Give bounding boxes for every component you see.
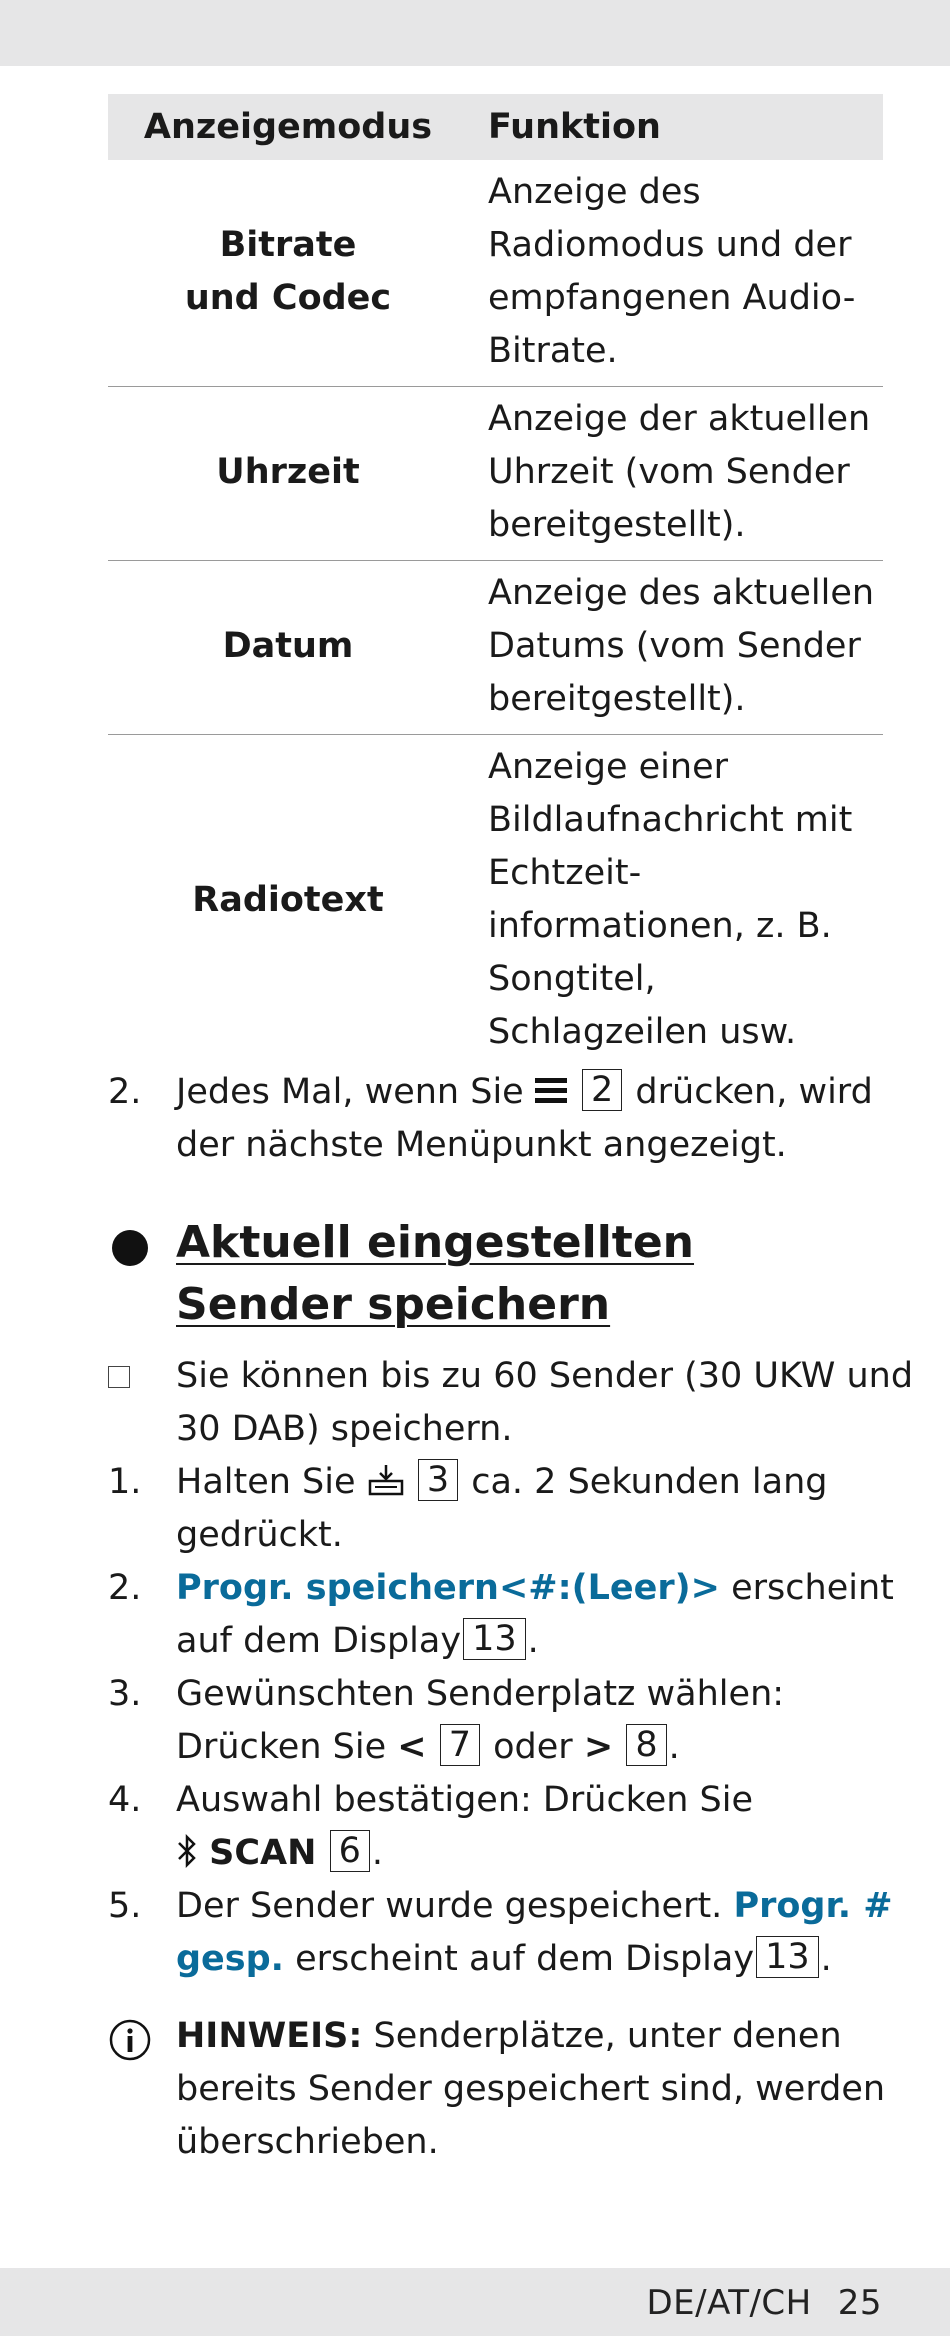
mode-cell: [108, 387, 468, 561]
reference-number: 2: [582, 1069, 622, 1111]
step-text: [176, 1774, 936, 1880]
list-item: [108, 1066, 884, 1176]
function-cell: Anzeige des Radiomodus und der empfangenen Audio-Bitrate.: [468, 160, 883, 387]
step-text-part: ca. 2 Sekunden lang gedrückt.: [176, 1462, 828, 1555]
list-item: [108, 1880, 893, 1990]
step-text-part: .: [371, 1833, 383, 1873]
list-item: [108, 1456, 884, 1562]
step-number: 4.: [108, 1780, 142, 1820]
mode-label: Radiotext: [192, 879, 384, 920]
bullet-icon: [112, 1230, 148, 1266]
reference-number: 3: [418, 1459, 458, 1501]
step-number: 1.: [108, 1462, 142, 1502]
mode-label: Uhrzeit: [216, 452, 360, 492]
bluetooth-icon: [176, 1833, 198, 1869]
function-cell: Anzeige des aktuellen Datums (vom Sender bereitgestellt).: [468, 561, 883, 735]
step-text-part: .: [820, 1939, 832, 1979]
step-text: [176, 1562, 936, 1668]
list-item: [108, 1774, 884, 1880]
step-text: [176, 1668, 936, 1774]
step-text-part: drücken, wird der nächste Menüpunkt angezeigt.: [176, 1072, 873, 1165]
step-text-part: Halten Sie: [176, 1462, 356, 1502]
table-header: [108, 94, 883, 160]
step-number: 3.: [108, 1674, 142, 1714]
list-item: [108, 1668, 884, 1774]
hint-label: HINWEIS:: [176, 2016, 363, 2056]
mode-cell: [108, 735, 468, 1068]
left-arrow-icon: <: [397, 1727, 427, 1767]
step-text: [176, 1880, 936, 1986]
step-text-part: erscheint auf dem Display: [295, 1939, 755, 1979]
display-mode-table: [108, 94, 883, 1067]
header-mode: Anzeigemodus: [108, 94, 468, 160]
menu-icon: [535, 1076, 569, 1106]
step-text-part: oder: [493, 1727, 573, 1767]
display-message: Progr. # gesp.: [176, 1886, 893, 1979]
step-text-part: Der Sender wurde gespeichert.: [176, 1886, 723, 1926]
mode-label: Datum: [222, 626, 354, 666]
hint-body: Senderplätze, unter denen bereits Sender gespeichert sind, werden überschrieben.: [176, 2016, 886, 2162]
step-number: 2.: [108, 1072, 142, 1112]
section-title: Aktuell eingestellten Sender speichern: [176, 1217, 695, 1330]
table-row: [108, 160, 883, 387]
top-band: [0, 0, 950, 66]
page-number: 25: [837, 2283, 882, 2323]
reference-number: 8: [626, 1724, 666, 1766]
note-text: Sie können bis zu 60 Sender (30 UKW und 30 DAB) speichern.: [176, 1356, 914, 1449]
step-text-part: .: [668, 1727, 680, 1767]
reference-number: 13: [756, 1936, 819, 1978]
table-row: [108, 561, 883, 735]
table-row: [108, 735, 883, 1068]
region-label: DE/AT/CH: [646, 2283, 812, 2323]
table-row: [108, 387, 883, 561]
step-text: [176, 1066, 936, 1172]
list-item: [108, 1562, 894, 1668]
hint-text: [176, 2010, 936, 2169]
header-function: Funktion: [468, 94, 883, 160]
info-icon: [108, 2018, 168, 2078]
mode-cell: [108, 561, 468, 735]
step-text-part: Gewünschten Senderplatz wählen: Drücken Sie: [176, 1674, 785, 1767]
right-arrow-icon: >: [583, 1727, 614, 1767]
checkbox-bullet-icon: [108, 1350, 168, 1404]
function-cell: Anzeige der aktuellen Uhrzeit (vom Sender bereitgestellt).: [468, 387, 883, 561]
step-number: 2.: [108, 1568, 142, 1608]
step-text: [176, 1456, 936, 1562]
step-text-part: .: [527, 1621, 539, 1661]
page-footer: [646, 2283, 882, 2323]
step-number: 5.: [108, 1886, 142, 1926]
function-cell: Anzeige einer Bildlaufnachricht mit Echtzeitinformationen, z. B. Songtitel, Schlagzeilen usw.: [488, 747, 853, 1052]
reference-number: 13: [463, 1618, 526, 1660]
reference-number: 7: [440, 1724, 480, 1766]
step-text-part: Auswahl bestätigen: Drücken Sie: [176, 1780, 754, 1820]
scan-label: SCAN: [209, 1833, 317, 1873]
hint-box: [108, 2010, 884, 2170]
step-text-part: Jedes Mal, wenn Sie: [176, 1072, 524, 1112]
save-station-icon: [367, 1463, 405, 1497]
step-text-part: erscheint auf dem Display: [176, 1568, 894, 1661]
mode-label-line2: und Codec: [184, 278, 392, 318]
mode-cell: [108, 160, 468, 387]
mode-label: Bitrate: [219, 225, 357, 265]
list-item: [108, 1350, 914, 1458]
display-message: Progr. speichern<#:(Leer)>: [176, 1568, 720, 1608]
reference-number: 6: [330, 1830, 370, 1872]
